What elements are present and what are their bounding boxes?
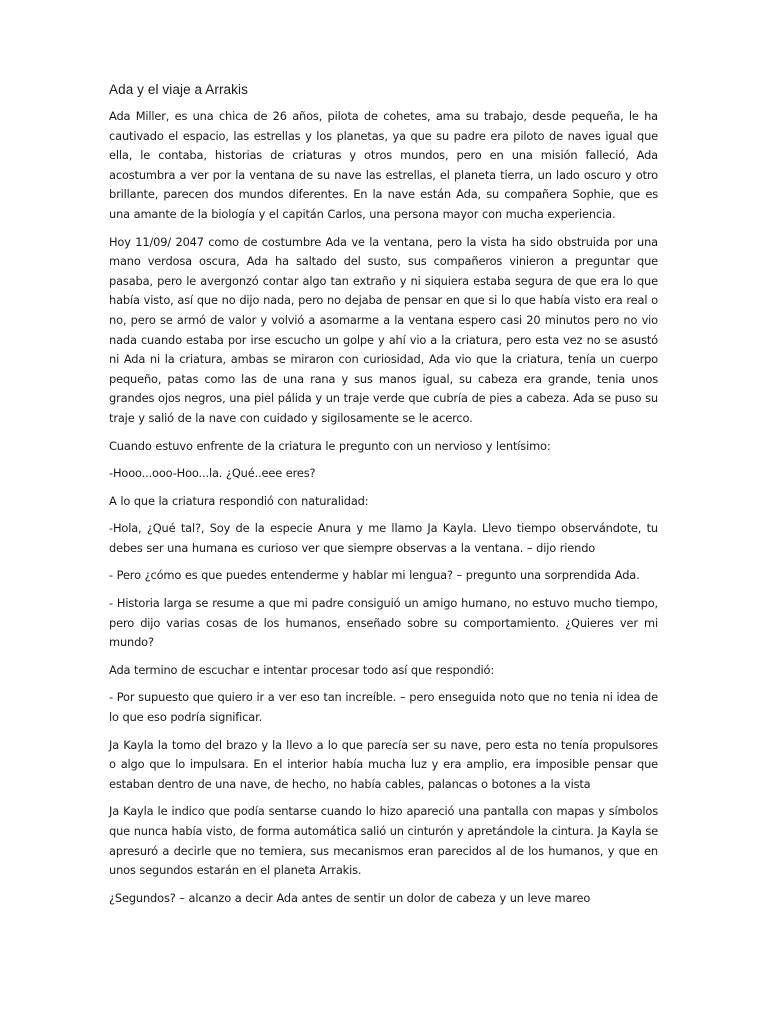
paragraph: Ja Kayla la tomo del brazo y la llevo a lo que parecía ser su nave, pero esta no tenía propulsores o algo que lo impulsara. En el interior había mucha luz y era amplio, era imposible pensar que estaban dentro de una nave, de hecho, no había cables, palancas o botones a la vista	[109, 737, 658, 791]
paragraph: Ada termino de escuchar e intentar procesar todo así que respondió:	[109, 662, 495, 677]
paragraph: Hoy 11/09/ 2047 como de costumbre Ada ve la ventana, pero la vista ha sido obstruida por una mano verdosa oscura, Ada ha saltado del susto, sus compañeros vinieron a preguntar que pasaba, pero le avergonzó contar algo tan extraño y ni siquiera estaba segura de que era lo que había visto, así que no dijo nada, pero no dejaba de pensar en que si lo que había visto era real o no, pero se armó de valor y volvió a asomarme a la ventana espero casi 20 minutos pero no vio nada cuando estaba por irse escucho un golpe y ahí vio a la criatura, pero esta vez no se asustó ni Ada ni la criatura, ambas se miraron con curiosidad, Ada vio que la criatura, tenía un cuerpo pequeño, patas como las de una rana y sus manos igual, su cabeza era grande, tenia unos grandes ojos negros, una piel pálida y un traje verde que cubría de pies a cabeza. Ada se puso su traje y salió de la nave con cuidado y sigilosamente se le acerco.	[109, 234, 658, 425]
paragraph: -Hooo...ooo-Hoo...la. ¿Qué..eee eres?	[109, 466, 316, 481]
paragraph: ¿Segundos? – alcanzo a decir Ada antes de sentir un dolor de cabeza y un leve mareo	[109, 890, 591, 905]
paragraph: - Por supuesto que quiero ir a ver eso tan increíble. – pero enseguida noto que no tenia ni idea de lo que eso podría significar.	[109, 690, 658, 725]
document-title: Ada y el viaje a Arrakis	[109, 82, 248, 97]
paragraph: -Hola, ¿Qué tal?, Soy de la especie Anura y me llamo Ja Kayla. Llevo tiempo observándote, tu debes ser una humana es curioso ver que siempre observas a la ventana. – dijo riendo	[109, 521, 658, 555]
paragraph: Ada Miller, es una chica de 26 años, pilota de cohetes, ama su trabajo, desde pequeña, le ha cautivado el espacio, las estrellas y los planetas, ya que su padre era piloto de naves igual que ella, le contaba, historias de criaturas y otros mundos, pero en una misión falleció, Ada acostumbra a ver por la ventana de su nave las estrellas, el planeta tierra, un lado oscuro y otro brillante, parecen dos mundos diferentes. En la nave están Ada, su compañera Sophie, que es una amante de la biología y el capitán Carlos, una persona mayor con mucha experiencia.	[109, 109, 658, 221]
paragraph: - Historia larga se resume a que mi padre consiguió un amigo humano, no estuvo mucho tiempo, pero dijo varias cosas de los humanos, enseñado sobre su comportamiento. ¿Quieres ver mi mundo?	[109, 596, 658, 650]
paragraph: - Pero ¿cómo es que puedes entenderme y hablar mi lengua? – pregunto una sorprendida Ada.	[109, 568, 640, 583]
paragraph: Ja Kayla le indico que podía sentarse cuando lo hizo apareció una pantalla con mapas y símbolos que nunca había visto, de forma automática salió un cinturón y apretándole la cintura. Ja Kayla se apresuró a decirle que no temiera, sus mecanismos eran parecidos al de los humanos, y que en unos segundos estarán en el planeta Arrakis.	[109, 804, 658, 878]
paragraph: Cuando estuvo enfrente de la criatura le pregunto con un nervioso y lentísimo:	[109, 438, 551, 453]
document-page	[109, 82, 658, 916]
paragraph: A lo que la criatura respondió con naturalidad:	[109, 493, 369, 508]
